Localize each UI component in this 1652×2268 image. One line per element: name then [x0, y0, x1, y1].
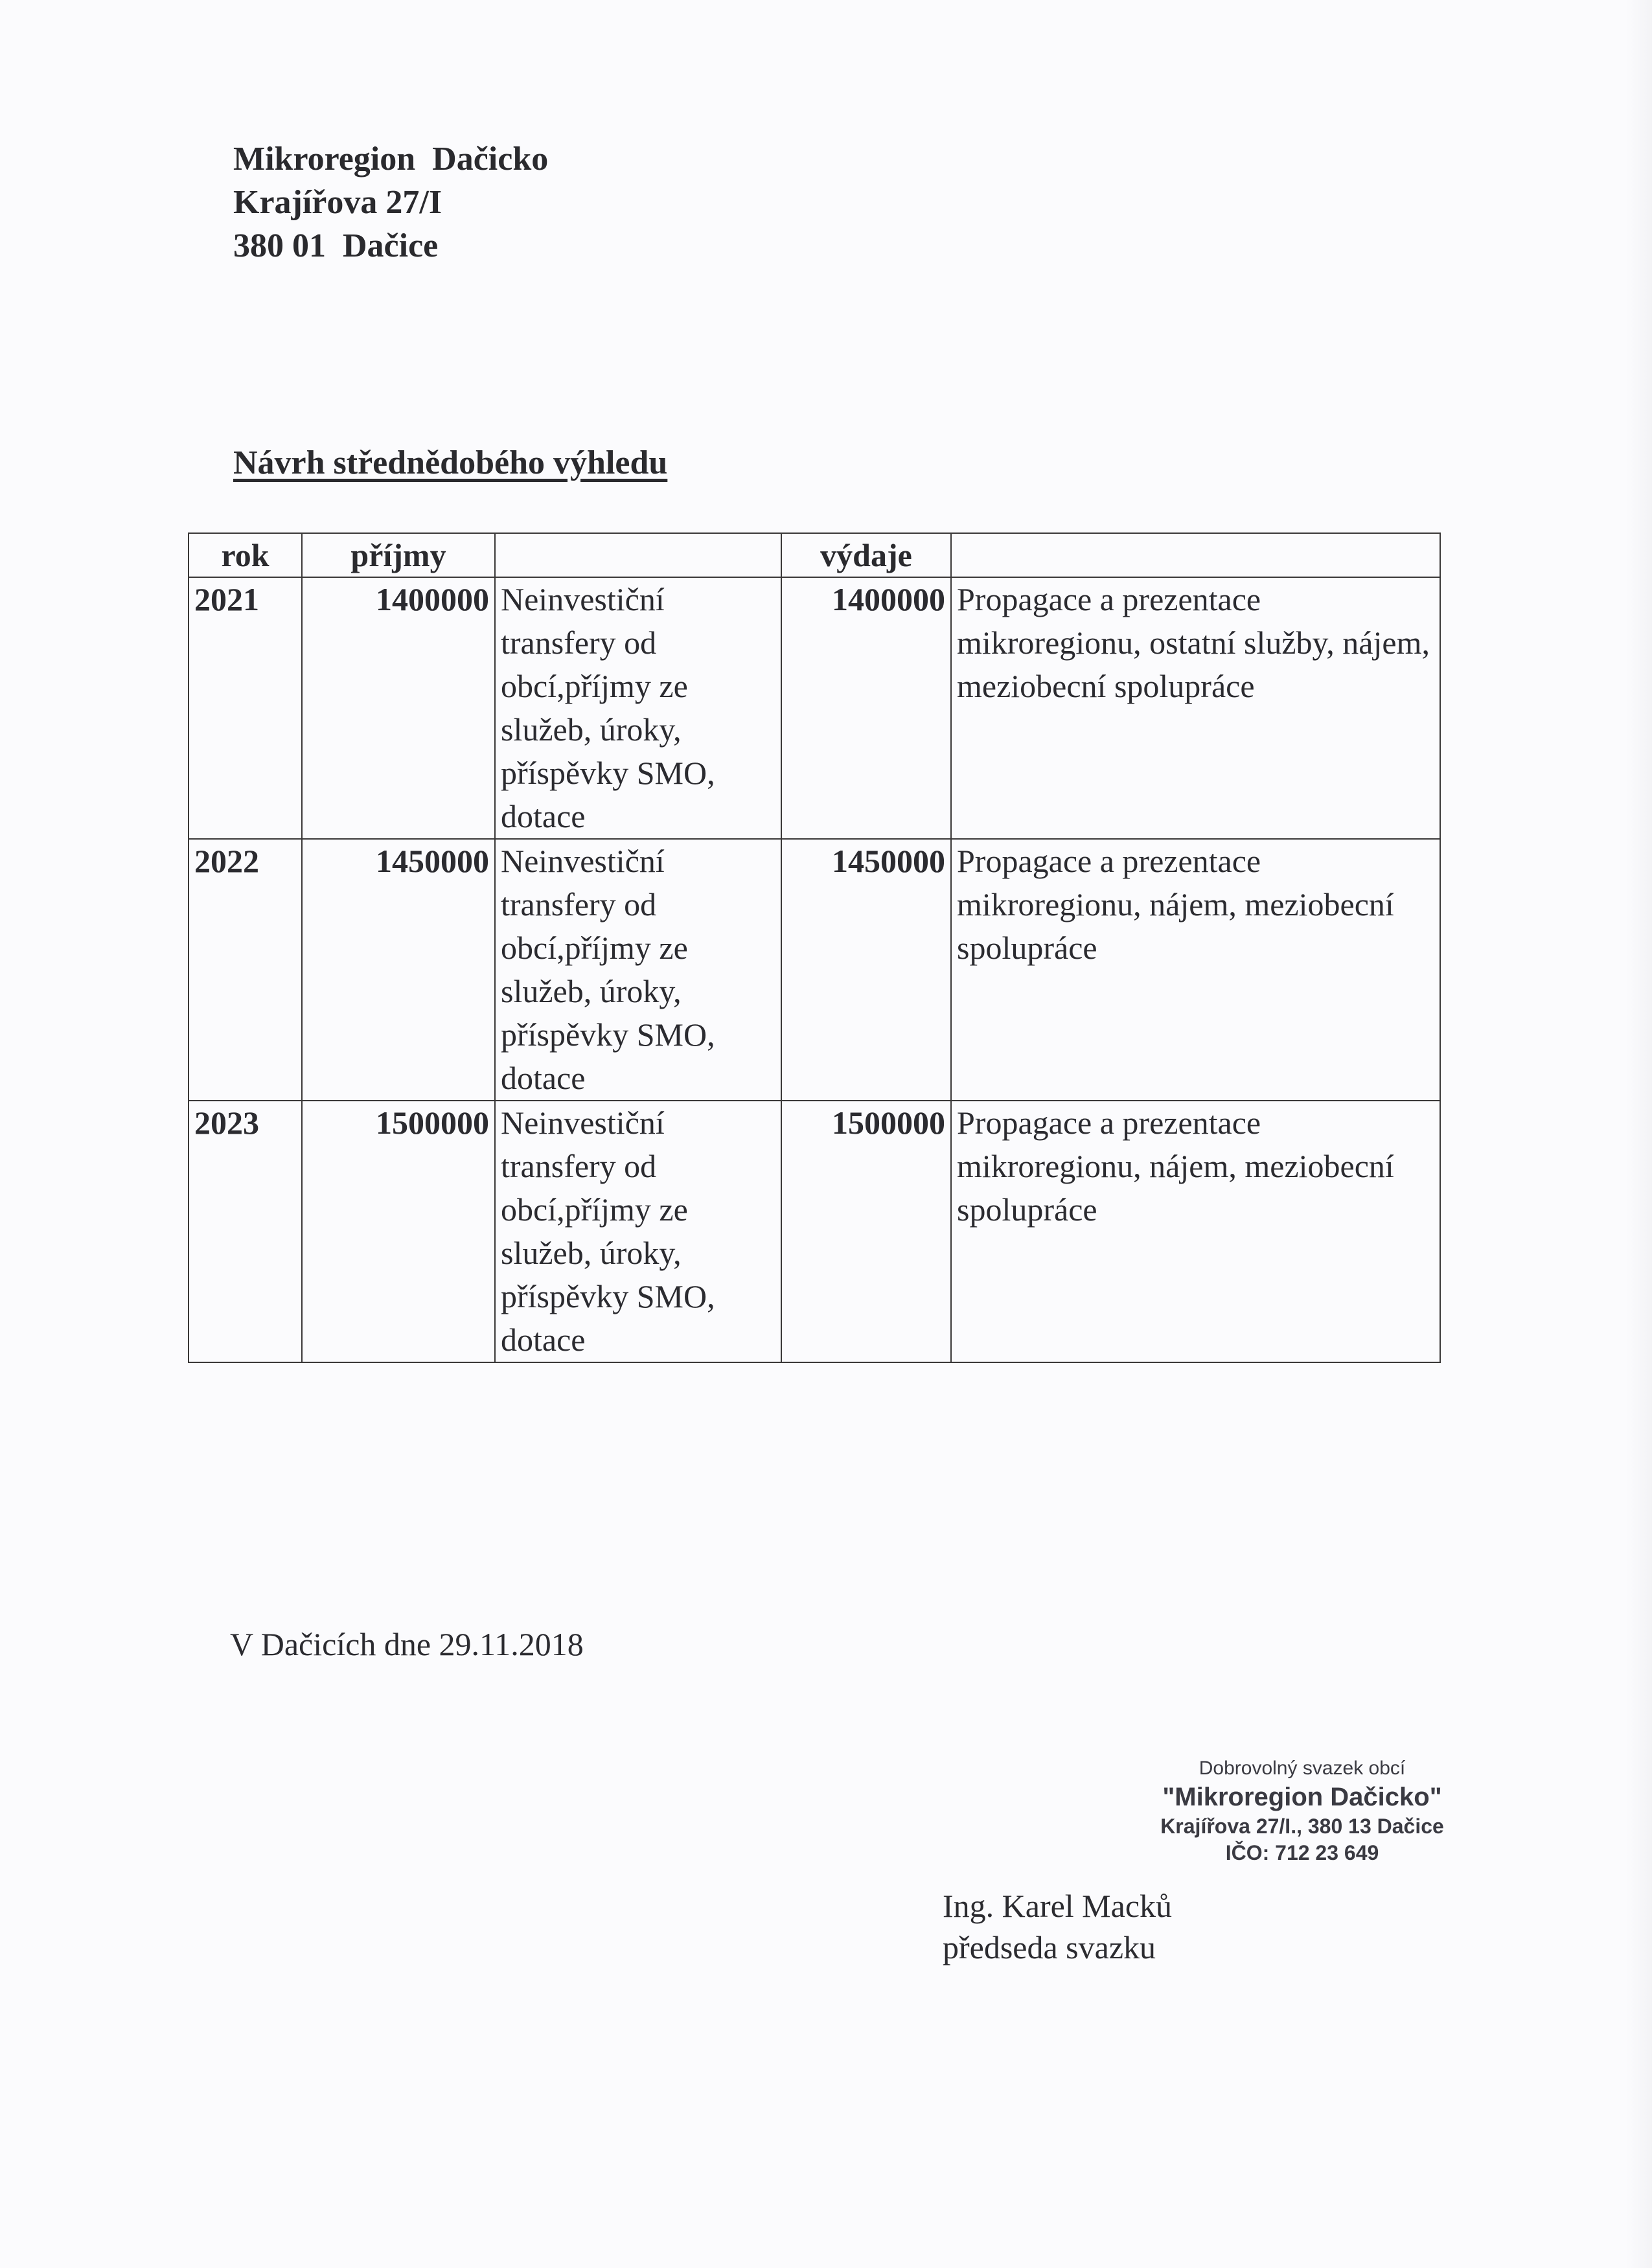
stamp-line-type: Dobrovolný svazek obcí: [1199, 1758, 1406, 1779]
header-expense: výdaje: [781, 533, 951, 577]
income-desc-cell: Neinvestiční transfery od obcí,příjmy ze služeb, úroky, příspěvky SMO, dotace: [495, 839, 781, 1101]
street-address: Krajířova 27/I: [233, 184, 442, 221]
year-cell: 2021: [189, 577, 302, 839]
income-desc-cell: Neinvestiční transfery od obcí,příjmy ze služeb, úroky, příspěvky SMO, dotace: [495, 577, 781, 839]
income-cell: 1450000: [302, 839, 495, 1101]
page-edge: [1626, 0, 1652, 2268]
organization-stamp: [1140, 1756, 1464, 1866]
header-year: rok: [189, 533, 302, 577]
stamp-line-address: Krajířova 27/I., 380 13 Dačice: [1160, 1815, 1444, 1838]
table-row: [189, 577, 1440, 839]
table-row: [189, 839, 1440, 1101]
year-cell: 2022: [189, 839, 302, 1101]
table-row: [189, 1101, 1440, 1362]
header-income-desc: [495, 533, 781, 577]
income-desc-cell: Neinvestiční transfery od obcí,příjmy ze služeb, úroky, příspěvky SMO, dotace: [495, 1101, 781, 1362]
income-cell: 1400000: [302, 577, 495, 839]
expense-desc-cell: Propagace a prezentace mikroregionu, nájem, meziobecní spolupráce: [951, 839, 1440, 1101]
header-income: příjmy: [302, 533, 495, 577]
expense-cell: 1500000: [781, 1101, 951, 1362]
stamp-line-ico: IČO: 712 23 649: [1225, 1841, 1379, 1864]
city-address: 380 01 Dačice: [233, 227, 439, 264]
org-name: Mikroregion Dačicko: [233, 141, 549, 178]
signatory-role: předseda svazku: [943, 1929, 1156, 1965]
expense-desc-cell: Propagace a prezentace mikroregionu, nájem, meziobecní spolupráce: [951, 1101, 1440, 1362]
signatory-name: Ing. Karel Macků: [943, 1888, 1173, 1924]
header-expense-desc: [951, 533, 1440, 577]
stamp-line-name: "Mikroregion Dačicko": [1162, 1783, 1442, 1811]
expense-desc-cell: Propagace a prezentace mikroregionu, ostatní služby, nájem, meziobecní spolupráce: [951, 577, 1440, 839]
budget-outlook-table: [188, 533, 1441, 1363]
expense-cell: 1450000: [781, 839, 951, 1101]
sender-address: [233, 137, 548, 268]
expense-cell: 1400000: [781, 577, 951, 839]
table-header-row: [189, 533, 1440, 577]
place-and-date: V Dačicích dne 29.11.2018: [230, 1626, 584, 1662]
signature-block: [943, 1885, 1172, 1968]
document-title: Návrh střednědobého výhledu: [233, 444, 668, 481]
income-cell: 1500000: [302, 1101, 495, 1362]
year-cell: 2023: [189, 1101, 302, 1362]
